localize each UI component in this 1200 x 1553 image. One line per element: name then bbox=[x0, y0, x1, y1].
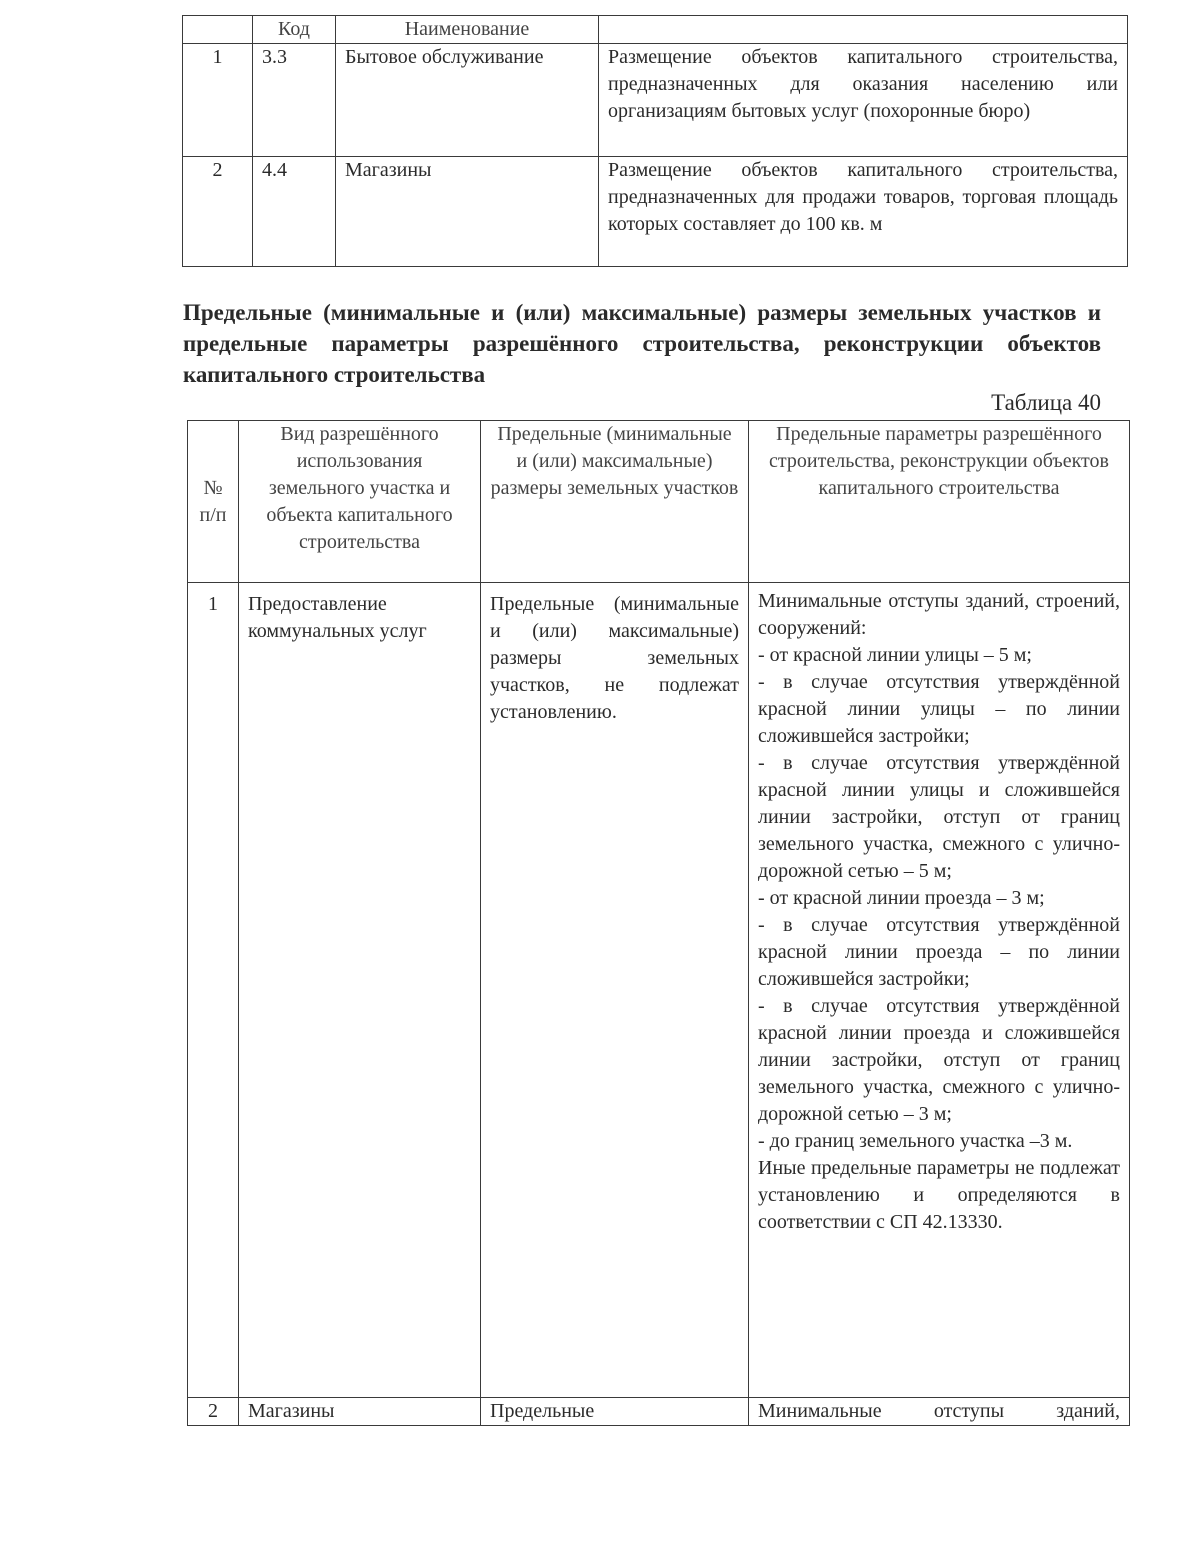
row-description: Размещение объектов капитального строительства, предназначенных для продажи товаров, торговая площадь которых составляет до 100 кв. м bbox=[599, 157, 1128, 267]
params-intro: Минимальные отступы зданий, строений, сооружений: bbox=[758, 590, 1120, 639]
params-item: - в случае отсутствия утверждённой красной линии проезда – по линии сложившейся застройки; bbox=[758, 914, 1120, 990]
row-code: 3.3 bbox=[253, 44, 336, 157]
row-plot-sizes: Предельные (минимальные и (или) максимальные) размеры земельных участков, не подлежат установлению. bbox=[481, 583, 749, 1398]
header-use-type: Вид разрешённого использования земельного участка и объекта капитального строительства bbox=[239, 421, 481, 583]
table-row bbox=[188, 1398, 1130, 1426]
row-build-params: Минимальные отступы зданий, bbox=[749, 1398, 1130, 1426]
parameters-table bbox=[187, 420, 1130, 1426]
params-outro: Иные предельные параметры не подлежат установлению и определяются в соответствии с СП 42.13330. bbox=[758, 1157, 1120, 1233]
table-header-row bbox=[183, 16, 1128, 44]
row-name: Магазины bbox=[336, 157, 599, 267]
row-number: 1 bbox=[183, 44, 253, 157]
row-build-params bbox=[749, 583, 1130, 1398]
params-item: - до границ земельного участка –3 м. bbox=[758, 1130, 1073, 1152]
params-item: - в случае отсутствия утверждённой красной линии проезда и сложившейся линии застройки, отступ от границ земельного участка, смежного с улично-дорожной сетью – 3 м; bbox=[758, 995, 1120, 1125]
table-row bbox=[183, 44, 1128, 157]
section-heading: Предельные (минимальные и (или) максимальные) размеры земельных участков и предельные параметры разрешённого строительства, реконструкции объектов капитального строительства bbox=[183, 300, 1101, 387]
table-caption: Таблица 40 bbox=[991, 390, 1101, 415]
row-use-type: Предоставление коммунальных услуг bbox=[239, 583, 481, 1398]
row-number: 2 bbox=[188, 1398, 239, 1426]
header-build-params: Предельные параметры разрешённого строительства, реконструкции объектов капитального строительства bbox=[749, 421, 1130, 583]
header-plot-sizes: Предельные (минимальные и (или) максимальные) размеры земельных участков bbox=[481, 421, 749, 583]
header-number: № п/п bbox=[188, 421, 239, 583]
table-header-row bbox=[188, 421, 1130, 583]
params-item: - от красной линии улицы – 5 м; bbox=[758, 644, 1032, 666]
row-plot-sizes: Предельные bbox=[481, 1398, 749, 1426]
table-row bbox=[183, 157, 1128, 267]
table-row bbox=[188, 583, 1130, 1398]
permitted-use-table bbox=[182, 15, 1128, 267]
header-code: Код bbox=[253, 16, 336, 44]
row-use-type: Магазины bbox=[239, 1398, 481, 1426]
row-code: 4.4 bbox=[253, 157, 336, 267]
header-name: Наименование bbox=[336, 16, 599, 44]
params-item: - в случае отсутствия утверждённой красной линии улицы – по линии сложившейся застройки; bbox=[758, 671, 1120, 747]
row-number: 2 bbox=[183, 157, 253, 267]
params-item: - от красной линии проезда – 3 м; bbox=[758, 887, 1045, 909]
row-number: 1 bbox=[188, 583, 239, 1398]
params-item: - в случае отсутствия утверждённой красной линии улицы и сложившейся линии застройки, отступ от границ земельного участка, смежного с улично-дорожной сетью – 5 м; bbox=[758, 752, 1120, 882]
row-description: Размещение объектов капитального строительства, предназначенных для оказания населению или организациям бытовых услуг (похоронные бюро) bbox=[599, 44, 1128, 157]
row-name: Бытовое обслуживание bbox=[336, 44, 599, 157]
